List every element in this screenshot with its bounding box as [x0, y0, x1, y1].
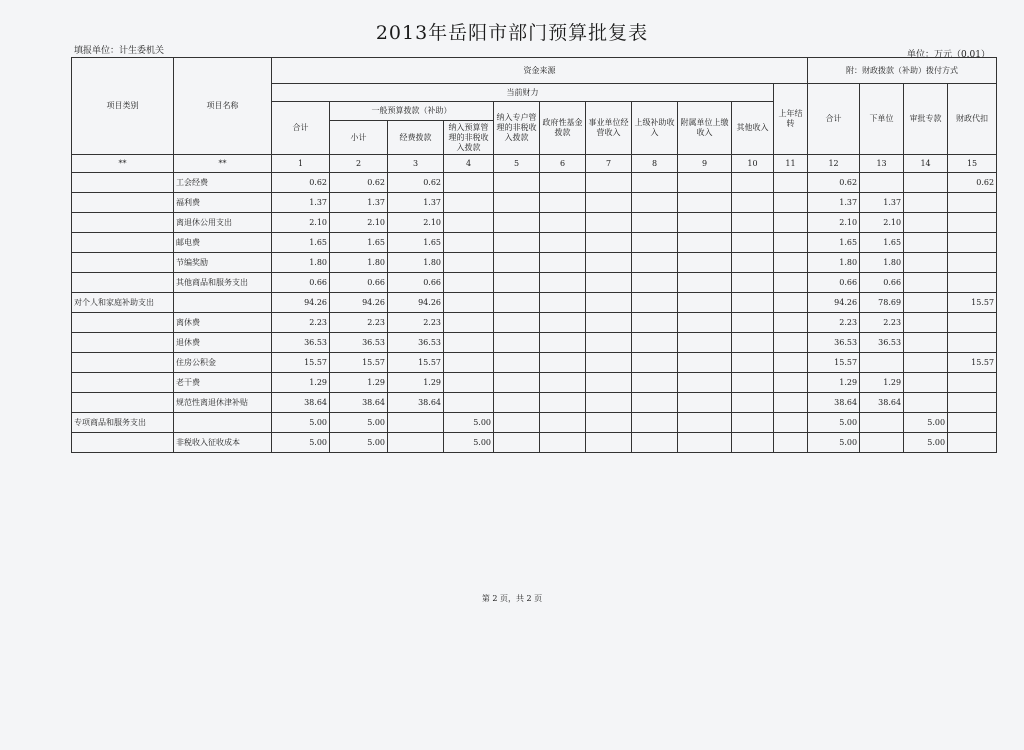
- amount-cell: [632, 333, 678, 353]
- amount-cell: [678, 273, 732, 293]
- table-row: [72, 413, 997, 433]
- index-cell: 6: [540, 155, 586, 173]
- table-row: [72, 433, 997, 453]
- amount-cell: [632, 393, 678, 413]
- amount-cell: [444, 253, 494, 273]
- amount-cell: [494, 313, 540, 333]
- amount-cell: [948, 193, 997, 213]
- amount-cell: [540, 293, 586, 313]
- amount-cell: 2.23: [330, 313, 388, 333]
- amount-cell: [948, 273, 997, 293]
- amount-cell: [444, 373, 494, 393]
- amount-cell: [444, 353, 494, 373]
- category-cell: [72, 173, 174, 193]
- budget-table: [71, 57, 997, 453]
- amount-cell: [774, 313, 808, 333]
- category-cell: 对个人和家庭补助支出: [72, 293, 174, 313]
- amount-cell: [678, 233, 732, 253]
- amount-cell: [586, 213, 632, 233]
- amount-cell: [632, 253, 678, 273]
- amount-cell: [494, 193, 540, 213]
- amount-cell: 0.66: [272, 273, 330, 293]
- amount-cell: 36.53: [330, 333, 388, 353]
- amount-cell: 5.00: [904, 413, 948, 433]
- index-cell: **: [72, 155, 174, 173]
- amount-cell: [586, 173, 632, 193]
- amount-cell: [586, 233, 632, 253]
- amount-cell: [444, 293, 494, 313]
- amount-cell: [388, 413, 444, 433]
- index-cell: 2: [330, 155, 388, 173]
- category-cell: [72, 253, 174, 273]
- amount-cell: 1.65: [860, 233, 904, 253]
- item-name-cell: 福利费: [174, 193, 272, 213]
- amount-cell: [540, 353, 586, 373]
- amount-cell: [540, 173, 586, 193]
- amount-cell: [444, 333, 494, 353]
- amount-cell: 2.23: [272, 313, 330, 333]
- table-row: [72, 233, 997, 253]
- amount-cell: [586, 373, 632, 393]
- amount-cell: [494, 413, 540, 433]
- category-cell: [72, 373, 174, 393]
- header-name: 项目名称: [174, 58, 272, 155]
- amount-cell: 15.57: [948, 293, 997, 313]
- category-cell: [72, 393, 174, 413]
- amount-cell: [494, 213, 540, 233]
- amount-cell: [586, 253, 632, 273]
- amount-cell: 0.62: [388, 173, 444, 193]
- amount-cell: [678, 213, 732, 233]
- index-cell: 11: [774, 155, 808, 173]
- category-cell: [72, 213, 174, 233]
- amount-cell: 5.00: [808, 433, 860, 453]
- category-cell: 专项商品和服务支出: [72, 413, 174, 433]
- amount-cell: [678, 173, 732, 193]
- amount-cell: [904, 173, 948, 193]
- amount-cell: 1.65: [272, 233, 330, 253]
- amount-cell: [774, 433, 808, 453]
- table-row: [72, 273, 997, 293]
- amount-cell: 5.00: [272, 413, 330, 433]
- amount-cell: 15.57: [388, 353, 444, 373]
- amount-cell: [860, 413, 904, 433]
- amount-cell: [774, 273, 808, 293]
- amount-cell: 0.62: [330, 173, 388, 193]
- header-expense: 经费拨款: [388, 121, 444, 155]
- index-cell: 4: [444, 155, 494, 173]
- amount-cell: [904, 373, 948, 393]
- amount-cell: [732, 193, 774, 213]
- amount-cell: [632, 293, 678, 313]
- amount-cell: [774, 233, 808, 253]
- amount-cell: [860, 173, 904, 193]
- amount-cell: [678, 393, 732, 413]
- amount-cell: [732, 213, 774, 233]
- item-name-cell: 住房公积金: [174, 353, 272, 373]
- amount-cell: 5.00: [444, 413, 494, 433]
- amount-cell: [540, 413, 586, 433]
- currency-unit: 单位：万元（0.01）: [906, 50, 990, 60]
- amount-cell: 78.69: [860, 293, 904, 313]
- amount-cell: 0.66: [388, 273, 444, 293]
- amount-cell: [494, 353, 540, 373]
- item-name-cell: 离退休公用支出: [174, 213, 272, 233]
- amount-cell: [948, 253, 997, 273]
- amount-cell: [632, 173, 678, 193]
- category-cell: [72, 433, 174, 453]
- amount-cell: [540, 253, 586, 273]
- amount-cell: [732, 233, 774, 253]
- amount-cell: [860, 433, 904, 453]
- header-current: 当前财力: [272, 84, 774, 102]
- amount-cell: 36.53: [808, 333, 860, 353]
- table-row: [72, 293, 997, 313]
- amount-cell: [586, 413, 632, 433]
- amount-cell: [678, 433, 732, 453]
- amount-cell: [586, 353, 632, 373]
- table-row: [72, 353, 997, 373]
- index-cell: 14: [904, 155, 948, 173]
- amount-cell: [678, 373, 732, 393]
- table-row: [72, 193, 997, 213]
- table-row: [72, 313, 997, 333]
- amount-cell: [732, 333, 774, 353]
- amount-cell: [732, 313, 774, 333]
- category-cell: [72, 273, 174, 293]
- amount-cell: [632, 313, 678, 333]
- amount-cell: 5.00: [272, 433, 330, 453]
- amount-cell: [540, 313, 586, 333]
- amount-cell: [632, 373, 678, 393]
- amount-cell: [904, 313, 948, 333]
- amount-cell: [632, 353, 678, 373]
- amount-cell: [904, 393, 948, 413]
- header-lower-unit: 下单位: [860, 84, 904, 155]
- page-title: 2013年岳阳市部门预算批复表: [375, 22, 649, 44]
- amount-cell: [540, 433, 586, 453]
- amount-cell: [494, 433, 540, 453]
- amount-cell: 1.80: [272, 253, 330, 273]
- item-name-cell: 节编奖励: [174, 253, 272, 273]
- amount-cell: [494, 233, 540, 253]
- header-fund-source: 资金来源: [272, 58, 808, 84]
- amount-cell: 15.57: [272, 353, 330, 373]
- amount-cell: 1.80: [860, 253, 904, 273]
- amount-cell: [494, 293, 540, 313]
- amount-cell: [860, 353, 904, 373]
- amount-cell: [540, 373, 586, 393]
- amount-cell: [732, 173, 774, 193]
- category-cell: [72, 313, 174, 333]
- amount-cell: 15.57: [948, 353, 997, 373]
- amount-cell: 38.64: [860, 393, 904, 413]
- amount-cell: [678, 253, 732, 273]
- header-fin-agent: 财政代扣: [948, 84, 997, 155]
- amount-cell: 5.00: [444, 433, 494, 453]
- amount-cell: 1.65: [808, 233, 860, 253]
- index-cell: 5: [494, 155, 540, 173]
- amount-cell: 36.53: [860, 333, 904, 353]
- amount-cell: [494, 173, 540, 193]
- amount-cell: [586, 333, 632, 353]
- amount-cell: [732, 293, 774, 313]
- amount-cell: [904, 253, 948, 273]
- amount-cell: [678, 293, 732, 313]
- header-bizincome: 事业单位经营收入: [586, 102, 632, 155]
- amount-cell: 2.23: [388, 313, 444, 333]
- table-row: [72, 393, 997, 413]
- amount-cell: 1.37: [272, 193, 330, 213]
- index-cell: 10: [732, 155, 774, 173]
- index-cell: 8: [632, 155, 678, 173]
- amount-cell: [774, 253, 808, 273]
- header-govfund: 政府性基金拨款: [540, 102, 586, 155]
- amount-cell: 1.29: [388, 373, 444, 393]
- amount-cell: 1.37: [860, 193, 904, 213]
- amount-cell: [678, 313, 732, 333]
- amount-cell: [586, 293, 632, 313]
- amount-cell: 38.64: [330, 393, 388, 413]
- header-total: 合计: [272, 102, 330, 155]
- table-row: [72, 333, 997, 353]
- amount-cell: [444, 393, 494, 413]
- amount-cell: 94.26: [330, 293, 388, 313]
- amount-cell: [632, 193, 678, 213]
- amount-cell: [494, 373, 540, 393]
- amount-cell: 0.66: [860, 273, 904, 293]
- table-row: [72, 173, 997, 193]
- amount-cell: [586, 433, 632, 453]
- amount-cell: [732, 433, 774, 453]
- amount-cell: [678, 413, 732, 433]
- amount-cell: [494, 253, 540, 273]
- amount-cell: 0.62: [272, 173, 330, 193]
- index-cell: 12: [808, 155, 860, 173]
- amount-cell: 94.26: [808, 293, 860, 313]
- item-name-cell: 工会经费: [174, 173, 272, 193]
- amount-cell: 2.10: [860, 213, 904, 233]
- amount-cell: [632, 233, 678, 253]
- amount-cell: 38.64: [388, 393, 444, 413]
- amount-cell: 94.26: [388, 293, 444, 313]
- amount-cell: [948, 213, 997, 233]
- amount-cell: [774, 373, 808, 393]
- amount-cell: [678, 193, 732, 213]
- header-general: 一般预算拨款（补助）: [330, 102, 494, 121]
- amount-cell: [774, 353, 808, 373]
- amount-cell: [494, 273, 540, 293]
- item-name-cell: 退休费: [174, 333, 272, 353]
- amount-cell: [948, 333, 997, 353]
- index-cell: **: [174, 155, 272, 173]
- header-upper: 上级补助收入: [632, 102, 678, 155]
- amount-cell: [774, 413, 808, 433]
- amount-cell: 1.80: [330, 253, 388, 273]
- amount-cell: [904, 353, 948, 373]
- amount-cell: 1.37: [388, 193, 444, 213]
- amount-cell: 2.10: [388, 213, 444, 233]
- table-body: [72, 173, 997, 453]
- category-cell: [72, 193, 174, 213]
- amount-cell: [732, 373, 774, 393]
- amount-cell: [948, 433, 997, 453]
- amount-cell: [904, 273, 948, 293]
- header-affiliated: 附属单位上缴收入: [678, 102, 732, 155]
- index-cell: 3: [388, 155, 444, 173]
- amount-cell: [586, 393, 632, 413]
- amount-cell: [904, 233, 948, 253]
- amount-cell: [904, 293, 948, 313]
- amount-cell: [732, 273, 774, 293]
- index-cell: 13: [860, 155, 904, 173]
- item-name-cell: 规范性离退休津补贴: [174, 393, 272, 413]
- index-cell: 9: [678, 155, 732, 173]
- amount-cell: 94.26: [272, 293, 330, 313]
- amount-cell: [904, 193, 948, 213]
- page-footer: 第 2 页，共 2 页: [481, 594, 543, 603]
- amount-cell: 36.53: [272, 333, 330, 353]
- amount-cell: [586, 273, 632, 293]
- amount-cell: 0.66: [808, 273, 860, 293]
- amount-cell: [948, 233, 997, 253]
- amount-cell: [774, 293, 808, 313]
- amount-cell: [948, 413, 997, 433]
- amount-cell: 5.00: [330, 433, 388, 453]
- amount-cell: [632, 213, 678, 233]
- amount-cell: [948, 313, 997, 333]
- amount-cell: 1.29: [272, 373, 330, 393]
- amount-cell: 1.37: [330, 193, 388, 213]
- amount-cell: [494, 393, 540, 413]
- amount-cell: 1.37: [808, 193, 860, 213]
- item-name-cell: [174, 293, 272, 313]
- amount-cell: 36.53: [388, 333, 444, 353]
- amount-cell: [948, 393, 997, 413]
- amount-cell: [586, 193, 632, 213]
- amount-cell: [774, 393, 808, 413]
- column-index-row: [72, 155, 997, 173]
- amount-cell: 5.00: [330, 413, 388, 433]
- item-name-cell: 老干费: [174, 373, 272, 393]
- amount-cell: 2.23: [860, 313, 904, 333]
- amount-cell: [904, 333, 948, 353]
- amount-cell: [540, 233, 586, 253]
- amount-cell: [444, 173, 494, 193]
- amount-cell: 0.62: [808, 173, 860, 193]
- table-row: [72, 213, 997, 233]
- amount-cell: [678, 333, 732, 353]
- amount-cell: [678, 353, 732, 373]
- amount-cell: [774, 333, 808, 353]
- amount-cell: [494, 333, 540, 353]
- category-cell: [72, 233, 174, 253]
- amount-cell: 1.80: [388, 253, 444, 273]
- amount-cell: [732, 413, 774, 433]
- amount-cell: 5.00: [904, 433, 948, 453]
- header-carryover: 上年结转: [774, 84, 808, 155]
- amount-cell: 2.23: [808, 313, 860, 333]
- amount-cell: 1.65: [330, 233, 388, 253]
- amount-cell: [586, 313, 632, 333]
- amount-cell: [444, 313, 494, 333]
- amount-cell: [774, 213, 808, 233]
- amount-cell: [774, 173, 808, 193]
- table-row: [72, 373, 997, 393]
- amount-cell: 2.10: [330, 213, 388, 233]
- amount-cell: [632, 413, 678, 433]
- index-cell: 7: [586, 155, 632, 173]
- amount-cell: 0.66: [330, 273, 388, 293]
- header-subtotal: 小计: [330, 121, 388, 155]
- item-name-cell: 其他商品和服务支出: [174, 273, 272, 293]
- amount-cell: 2.10: [272, 213, 330, 233]
- amount-cell: [540, 213, 586, 233]
- amount-cell: [444, 273, 494, 293]
- amount-cell: [632, 433, 678, 453]
- index-cell: 1: [272, 155, 330, 173]
- category-cell: [72, 353, 174, 373]
- amount-cell: 38.64: [808, 393, 860, 413]
- amount-cell: [774, 193, 808, 213]
- amount-cell: [732, 393, 774, 413]
- header-category: 项目类别: [72, 58, 174, 155]
- item-name-cell: 离休费: [174, 313, 272, 333]
- amount-cell: 1.29: [808, 373, 860, 393]
- item-name-cell: 非税收入征收成本: [174, 433, 272, 453]
- item-name-cell: [174, 413, 272, 433]
- header-approve: 审批专款: [904, 84, 948, 155]
- amount-cell: [540, 333, 586, 353]
- amount-cell: 1.29: [330, 373, 388, 393]
- amount-cell: 15.57: [330, 353, 388, 373]
- header-attach-total: 合计: [808, 84, 860, 155]
- amount-cell: [540, 393, 586, 413]
- amount-cell: 1.80: [808, 253, 860, 273]
- amount-cell: 15.57: [808, 353, 860, 373]
- header-attach: 附：财政拨款（补助）拨付方式: [808, 58, 997, 84]
- amount-cell: 2.10: [808, 213, 860, 233]
- amount-cell: [444, 233, 494, 253]
- category-cell: [72, 333, 174, 353]
- amount-cell: [444, 193, 494, 213]
- amount-cell: [540, 193, 586, 213]
- amount-cell: [540, 273, 586, 293]
- filler-unit: 填报单位：计生委机关: [74, 46, 165, 56]
- amount-cell: [904, 213, 948, 233]
- amount-cell: [388, 433, 444, 453]
- amount-cell: 5.00: [808, 413, 860, 433]
- amount-cell: [444, 213, 494, 233]
- header-budget-nontax: 纳入预算管理的非税收入拨款: [444, 121, 494, 155]
- header-nonbudget: 纳入专户管理的非税收入拨款: [494, 102, 540, 155]
- amount-cell: 0.62: [948, 173, 997, 193]
- amount-cell: [948, 373, 997, 393]
- amount-cell: [632, 273, 678, 293]
- index-cell: 15: [948, 155, 997, 173]
- amount-cell: [732, 253, 774, 273]
- amount-cell: 1.65: [388, 233, 444, 253]
- amount-cell: 38.64: [272, 393, 330, 413]
- table-row: [72, 253, 997, 273]
- item-name-cell: 邮电费: [174, 233, 272, 253]
- header-other: 其他收入: [732, 102, 774, 155]
- amount-cell: 1.29: [860, 373, 904, 393]
- amount-cell: [732, 353, 774, 373]
